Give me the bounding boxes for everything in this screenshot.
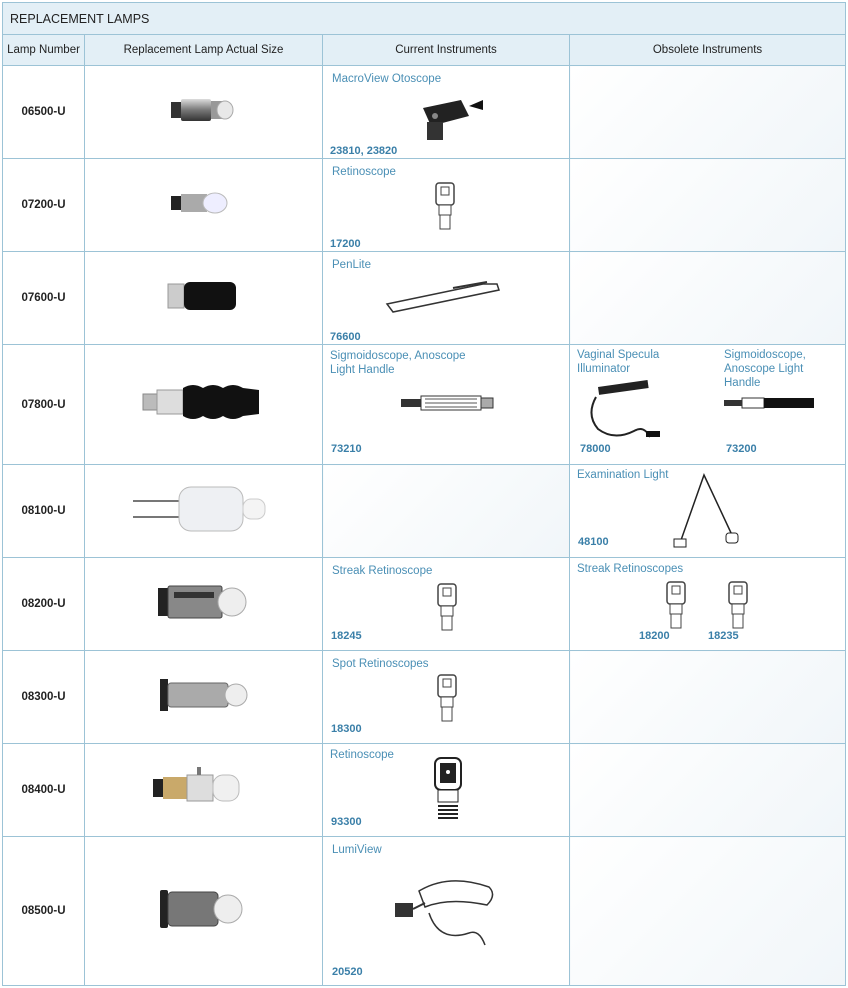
instrument-name: Retinoscope (330, 749, 394, 761)
obsolete-instrument-cell (570, 252, 846, 345)
retinoscope-head-icon (433, 756, 463, 822)
header-lamp-number: Lamp Number (3, 35, 85, 66)
table-title: REPLACEMENT LAMPS (3, 3, 846, 35)
lamp-number: 08300-U (3, 651, 85, 744)
catalog-code: 78000 (580, 443, 611, 455)
current-instrument-cell (323, 345, 570, 465)
lamp-image (85, 252, 323, 345)
lamp-bulb-icon (139, 380, 269, 424)
lamp-image (85, 744, 323, 837)
light-handle-icon (399, 391, 499, 415)
table-row (3, 66, 846, 159)
headband-icon (389, 873, 499, 953)
lamp-bulb-icon (129, 481, 279, 537)
lamp-image (85, 558, 323, 651)
table-row (3, 558, 846, 651)
obsolete-instrument-cell (570, 465, 846, 558)
instrument-name: Streak Retinoscope (332, 565, 433, 577)
obsolete-instrument-cell (570, 345, 846, 465)
lamp-bulb-icon (169, 188, 239, 218)
obsolete-instrument-cell (570, 159, 846, 252)
table-row (3, 159, 846, 252)
catalog-code: 23810, 23820 (330, 145, 398, 157)
lamp-bulb-icon (149, 765, 259, 811)
catalog-code: 18235 (708, 630, 739, 642)
instrument-name: LumiView (332, 844, 382, 856)
instrument-name: PenLite (332, 259, 372, 271)
instrument-name: Examination Light (577, 469, 669, 481)
instrument-name: Retinoscope (332, 166, 396, 178)
lamp-bulb-icon (154, 884, 254, 934)
lamp-number: 07200-U (3, 159, 85, 252)
obsolete-instrument-cell (570, 66, 846, 159)
penlight-icon (383, 278, 503, 314)
examination-light-icon (666, 471, 746, 551)
lamp-image (85, 66, 323, 159)
retinoscope-icon (726, 580, 752, 630)
catalog-code: 93300 (331, 816, 362, 828)
instrument-name: Vaginal Specula Illuminator (577, 349, 660, 375)
obsolete-instrument-cell (570, 837, 846, 986)
catalog-code: 20520 (332, 966, 363, 978)
current-instrument-cell (323, 159, 570, 252)
retinoscope-icon (435, 582, 461, 632)
header-current-instruments: Current Instruments (323, 35, 570, 66)
lamp-number: 08500-U (3, 837, 85, 986)
table-row (3, 465, 846, 558)
retinoscope-icon (435, 673, 461, 723)
catalog-code: 18245 (331, 630, 362, 642)
lamp-image (85, 837, 323, 986)
header-obsolete-instruments: Obsolete Instruments (570, 35, 846, 66)
current-instrument-cell (323, 66, 570, 159)
lamp-image (85, 159, 323, 252)
catalog-code: 18200 (639, 630, 670, 642)
lamp-image (85, 465, 323, 558)
lamp-number: 06500-U (3, 66, 85, 159)
lamp-bulb-icon (154, 580, 254, 624)
current-instrument-cell (323, 837, 570, 986)
obsolete-instrument-cell (570, 744, 846, 837)
lamp-bulb-icon (154, 673, 254, 717)
lamp-number: 08100-U (3, 465, 85, 558)
replacement-lamps-table (2, 2, 846, 986)
lamp-bulb-icon (164, 278, 244, 314)
header-actual-size: Replacement Lamp Actual Size (85, 35, 323, 66)
table-row (3, 252, 846, 345)
current-instrument-cell (323, 744, 570, 837)
table-row (3, 837, 846, 986)
lamp-bulb-icon (169, 90, 239, 130)
table-row (3, 345, 846, 465)
catalog-code: 73200 (726, 443, 757, 455)
catalog-code: 76600 (330, 331, 361, 343)
lamp-number: 07800-U (3, 345, 85, 465)
obsolete-instrument-cell (570, 558, 846, 651)
catalog-code: 17200 (330, 238, 361, 250)
table-row (3, 651, 846, 744)
catalog-code: 18300 (331, 723, 362, 735)
lamp-number: 08400-U (3, 744, 85, 837)
table-row (3, 744, 846, 837)
retinoscope-icon (433, 181, 459, 231)
instrument-name: Sigmoidoscope, Anoscope Light Handle (330, 350, 466, 376)
specula-illuminator-icon (584, 375, 664, 441)
lamp-number: 08200-U (3, 558, 85, 651)
light-handle-icon (724, 395, 820, 411)
instrument-name: MacroView Otoscope (332, 73, 442, 85)
current-instrument-cell (323, 252, 570, 345)
instrument-name: Sigmoidoscope, Anoscope Light Handle (724, 349, 806, 389)
lamp-image (85, 345, 323, 465)
catalog-code: 73210 (331, 443, 362, 455)
lamp-image (85, 651, 323, 744)
instrument-name: Spot Retinoscopes (332, 658, 429, 670)
instrument-name: Streak Retinoscopes (577, 563, 684, 575)
otoscope-icon (413, 86, 493, 142)
retinoscope-icon (664, 580, 690, 630)
obsolete-instrument-cell (570, 651, 846, 744)
current-instrument-cell (323, 651, 570, 744)
current-instrument-cell (323, 465, 570, 558)
current-instrument-cell (323, 558, 570, 651)
lamp-number: 07600-U (3, 252, 85, 345)
catalog-code: 48100 (578, 536, 609, 548)
